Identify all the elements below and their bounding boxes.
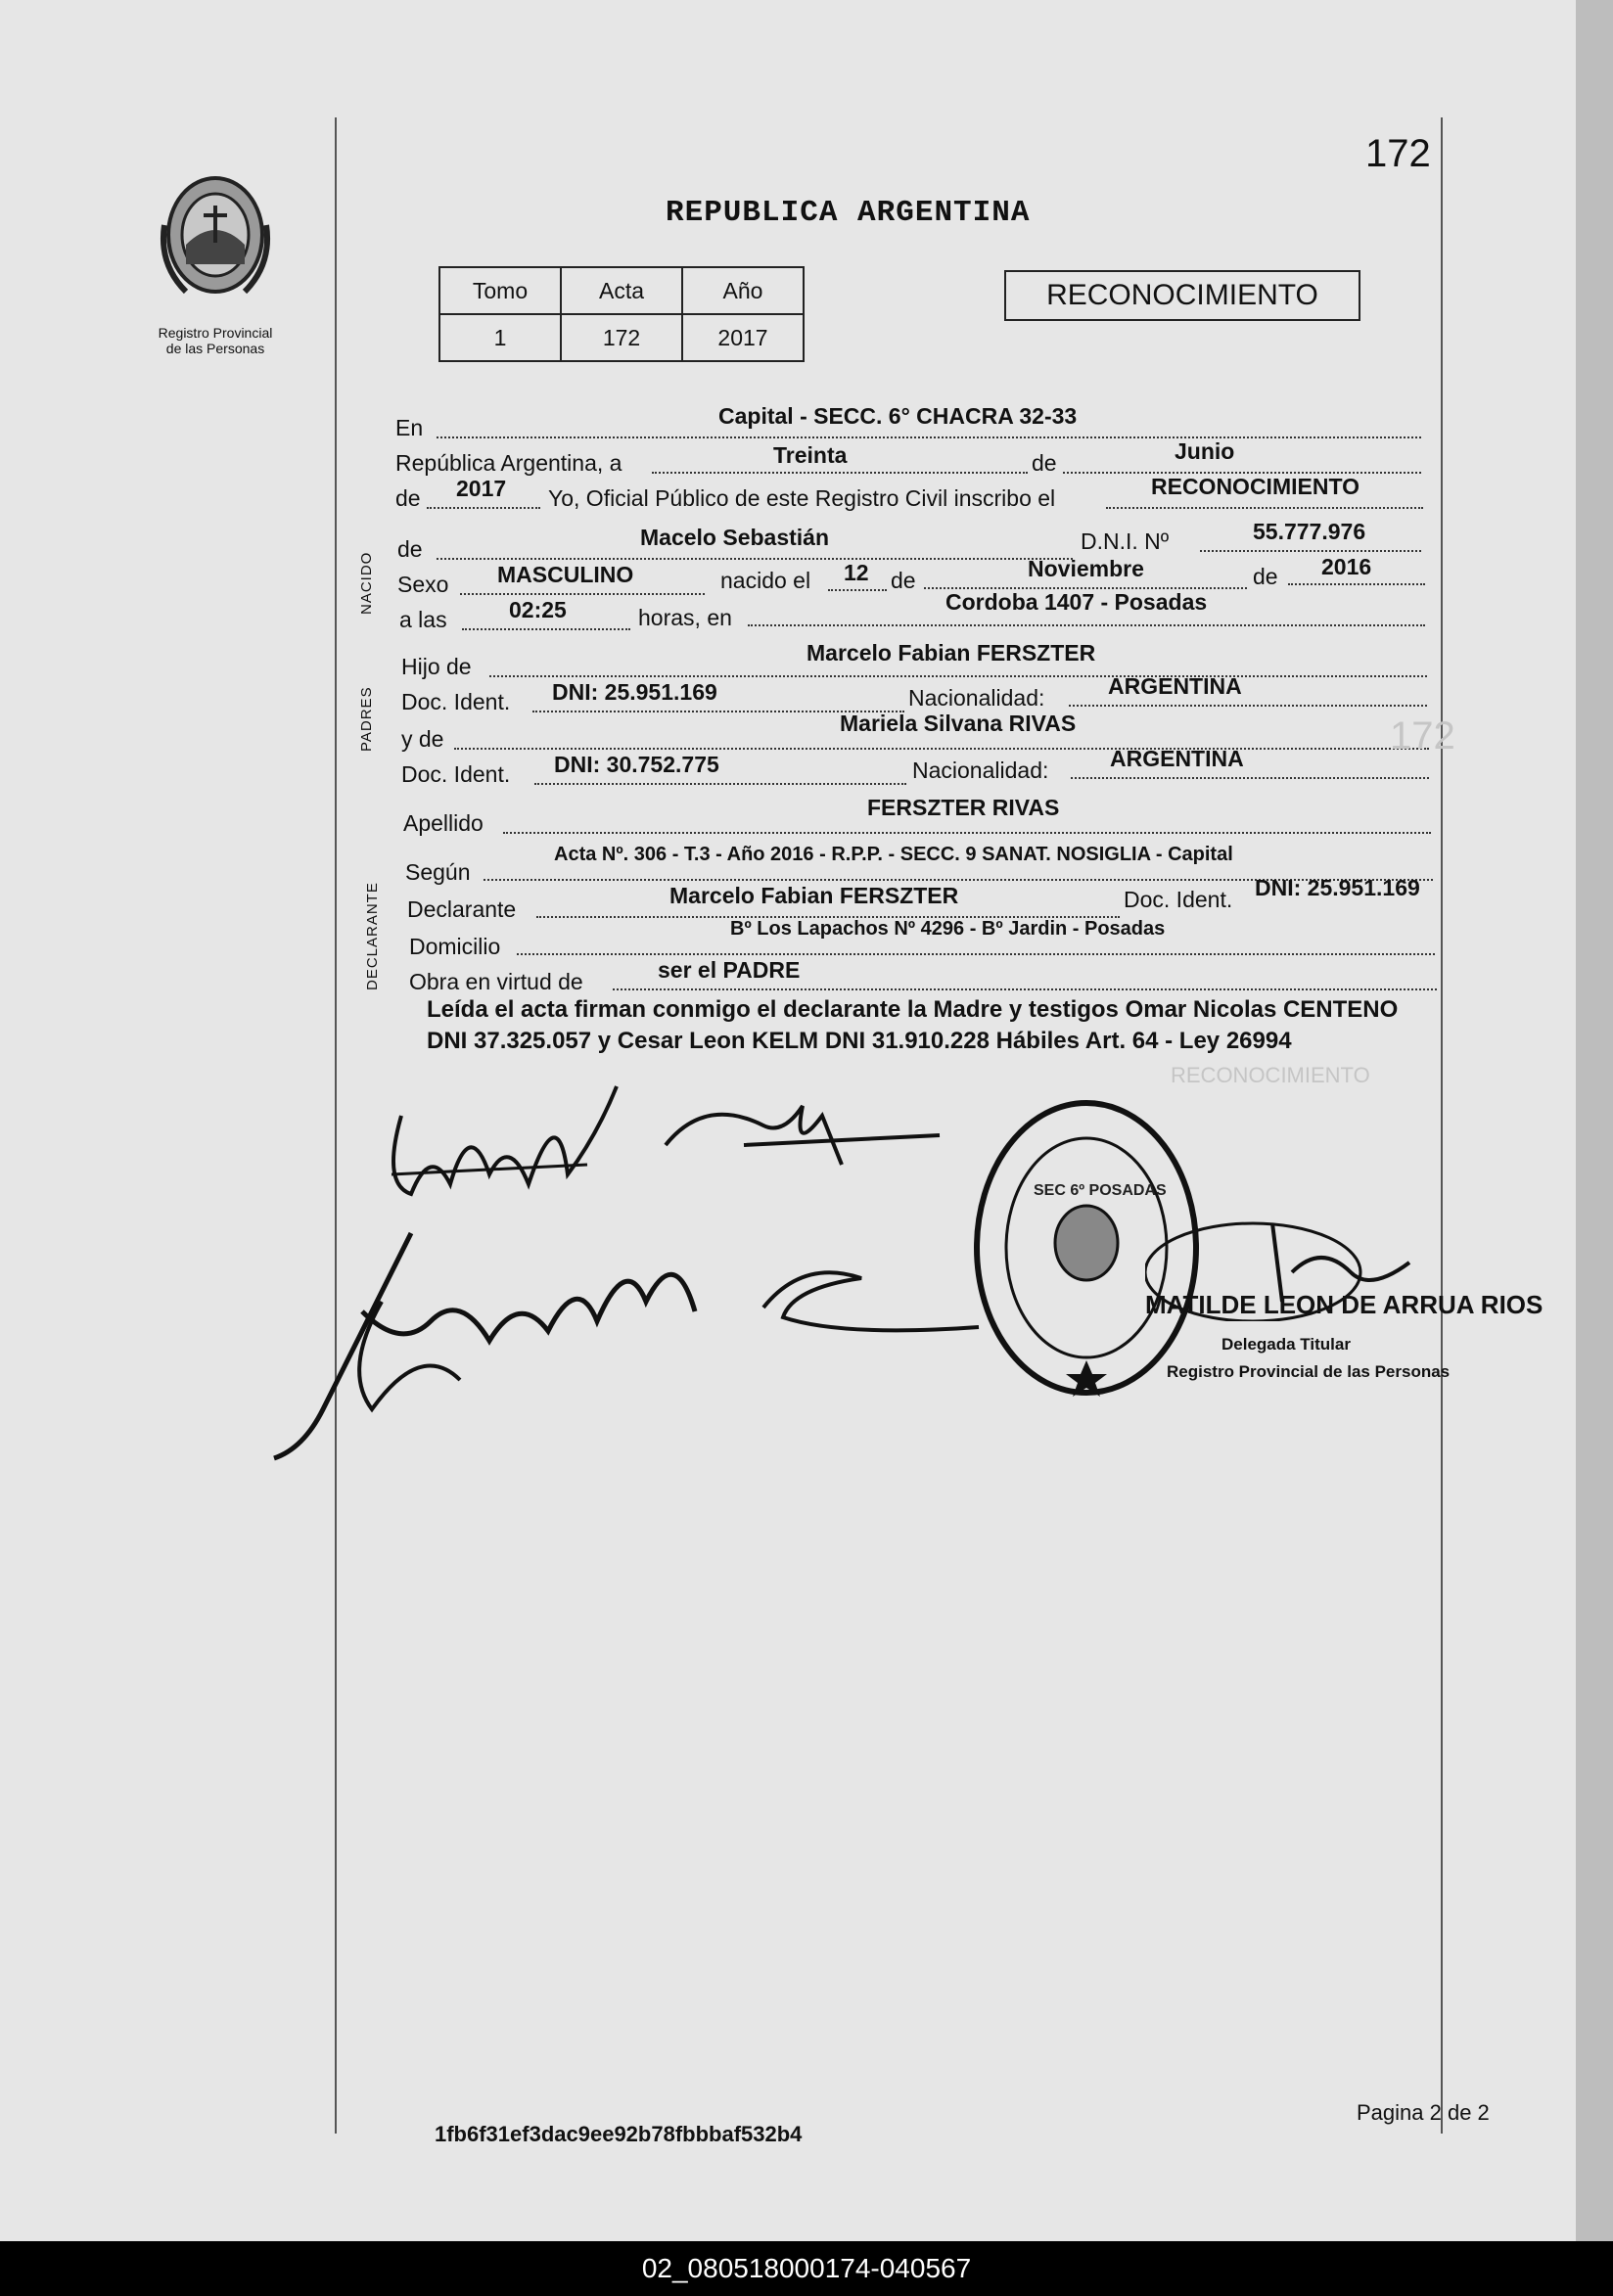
bleed-through-text: RECONOCIMIENTO: [1171, 1063, 1370, 1087]
dotted-line: [454, 748, 1429, 750]
value-birth-place: Cordoba 1407 - Posadas: [945, 589, 1208, 615]
label-republica: República Argentina, a: [395, 450, 622, 476]
label-de-name: de: [397, 536, 423, 562]
sheet-edge: [1576, 0, 1613, 2241]
label-doc-ident3: Doc. Ident.: [1124, 887, 1233, 912]
value-inscription: RECONOCIMIENTO: [1151, 474, 1360, 499]
register-header-row: [439, 267, 804, 314]
official-office: Registro Provincial de las Personas: [1167, 1362, 1451, 1381]
document-title: REPUBLICA ARGENTINA: [666, 196, 1031, 230]
dotted-line: [489, 675, 1427, 677]
dotted-line: [1071, 777, 1429, 779]
label-de-year: de: [395, 485, 421, 511]
official-role: Delegada Titular: [1221, 1335, 1351, 1354]
value-year: 2017: [456, 476, 507, 501]
scan-id-caption: 02_080518000174-040567: [0, 2241, 1613, 2296]
logo-caption-line: Registro Provincial: [158, 325, 273, 341]
register-header-cell: Año: [682, 267, 804, 314]
logo-caption: [127, 325, 303, 356]
label-apellido: Apellido: [403, 810, 484, 836]
value-father-nationality: ARGENTINA: [1108, 673, 1242, 699]
dotted-line: [437, 558, 1073, 560]
value-birth-time: 02:25: [509, 597, 567, 622]
value-father-name: Marcelo Fabian FERSZTER: [806, 640, 1096, 666]
closing-text: Leída el acta firman conmigo el declarante la Madre y testigos Omar Nicolas CENTENO DNI 37.325.057 y Cesar Leon KELM DNI 31.910.228 Hábiles Art. 64 - Ley 26994: [427, 996, 1399, 1054]
dotted-line: [503, 832, 1431, 834]
register-table: [438, 266, 805, 362]
label-hijo-de: Hijo de: [401, 654, 472, 679]
value-segun: Acta Nº. 306 - T.3 - Año 2016 - R.P.P. - SECC. 9 SANAT. NOSIGLIA - Capital: [554, 844, 1233, 865]
value-mother-nationality: ARGENTINA: [1110, 746, 1244, 771]
dotted-line: [748, 624, 1425, 626]
register-header-cell: Acta: [561, 267, 682, 314]
register-value-cell: 172: [561, 314, 682, 361]
seal-center-text: SEC 6º POSADAS: [1034, 1182, 1167, 1199]
official-name: MATILDE LEON DE ARRUA RIOS: [1145, 1290, 1544, 1319]
label-sexo: Sexo: [397, 572, 449, 597]
handwritten-signature-3: [264, 1214, 714, 1468]
dotted-line: [652, 472, 1028, 474]
handwritten-signature-2: [646, 1086, 959, 1194]
label-a-las: a las: [399, 607, 447, 632]
value-child-name: Macelo Sebastián: [640, 525, 830, 550]
value-reason: ser el PADRE: [658, 957, 801, 983]
pagination: Pagina 2 de 2: [1357, 2100, 1490, 2125]
label-doc-ident: Doc. Ident.: [401, 689, 511, 714]
value-father-doc: DNI: 25.951.169: [552, 679, 717, 705]
label-nacionalidad: Nacionalidad:: [908, 685, 1045, 711]
value-address: Bº Los Lapachos Nº 4296 - Bº Jardin - Posadas: [730, 918, 1166, 940]
dotted-line: [1288, 583, 1425, 585]
label-de: de: [1032, 450, 1057, 476]
handwritten-signature-4: [724, 1249, 998, 1347]
label-doc-ident2: Doc. Ident.: [401, 761, 511, 787]
value-mother-name: Mariela Silvana RIVAS: [840, 711, 1077, 736]
right-margin-line: [1441, 117, 1443, 2134]
value-place: Capital - SECC. 6° CHACRA 32-33: [718, 403, 1078, 429]
dotted-line: [427, 507, 540, 509]
label-dni: D.N.I. Nº: [1081, 528, 1170, 554]
label-nacido-el: nacido el: [720, 568, 811, 593]
label-domicilio: Domicilio: [409, 934, 501, 959]
dotted-line: [437, 436, 1421, 438]
bleed-through-number: 172: [1390, 714, 1455, 758]
label-de3: de: [1253, 564, 1278, 589]
side-label-declarante: DECLARANTE: [364, 882, 381, 990]
dotted-line: [613, 988, 1437, 990]
page-number: 172: [1365, 132, 1431, 175]
label-nacionalidad2: Nacionalidad:: [912, 758, 1049, 783]
register-header-cell: Tomo: [439, 267, 561, 314]
register-value-cell: 1: [439, 314, 561, 361]
value-birth-year: 2016: [1321, 554, 1372, 579]
label-yo: Yo, Oficial Público de este Registro Civil inscribo el: [548, 485, 1056, 511]
label-declarante: Declarante: [407, 896, 517, 922]
label-obra: Obra en virtud de: [409, 969, 583, 994]
label-horas-en: horas, en: [638, 605, 732, 630]
dotted-line: [534, 783, 906, 785]
label-de2: de: [891, 568, 916, 593]
value-declarant: Marcelo Fabian FERSZTER: [669, 883, 959, 908]
value-birth-month: Noviembre: [1028, 556, 1144, 581]
dotted-line: [1106, 507, 1423, 509]
value-declarant-doc: DNI: 25.951.169: [1255, 875, 1420, 900]
label-segun: Según: [405, 859, 471, 885]
dotted-line: [460, 593, 705, 595]
record-type-box: RECONOCIMIENTO: [1004, 270, 1360, 321]
register-value-row: [439, 314, 804, 361]
dotted-line: [1069, 705, 1427, 707]
dotted-line: [1200, 550, 1421, 552]
register-value-cell: 2017: [682, 314, 804, 361]
value-birth-day: 12: [844, 560, 869, 585]
value-surname: FERSZTER RIVAS: [867, 795, 1060, 820]
document-hash: 1fb6f31ef3dac9ee92b78fbbbaf532b4: [435, 2122, 803, 2146]
value-month: Junio: [1175, 438, 1235, 464]
value-child-dni: 55.777.976: [1253, 519, 1366, 544]
value-day: Treinta: [773, 442, 848, 468]
dotted-line: [462, 628, 630, 630]
label-en: En: [395, 415, 424, 440]
logo-caption-line: de las Personas: [165, 341, 265, 356]
value-sex: MASCULINO: [497, 562, 634, 587]
provincial-coat-of-arms-icon: [157, 166, 274, 313]
value-mother-doc: DNI: 30.752.775: [554, 752, 719, 777]
side-label-nacido: NACIDO: [358, 551, 375, 615]
label-y-de: y de: [401, 726, 444, 752]
dotted-line: [517, 953, 1435, 955]
left-margin-line: [335, 117, 337, 2134]
dotted-line: [828, 589, 887, 591]
side-label-padres: PADRES: [358, 686, 375, 752]
